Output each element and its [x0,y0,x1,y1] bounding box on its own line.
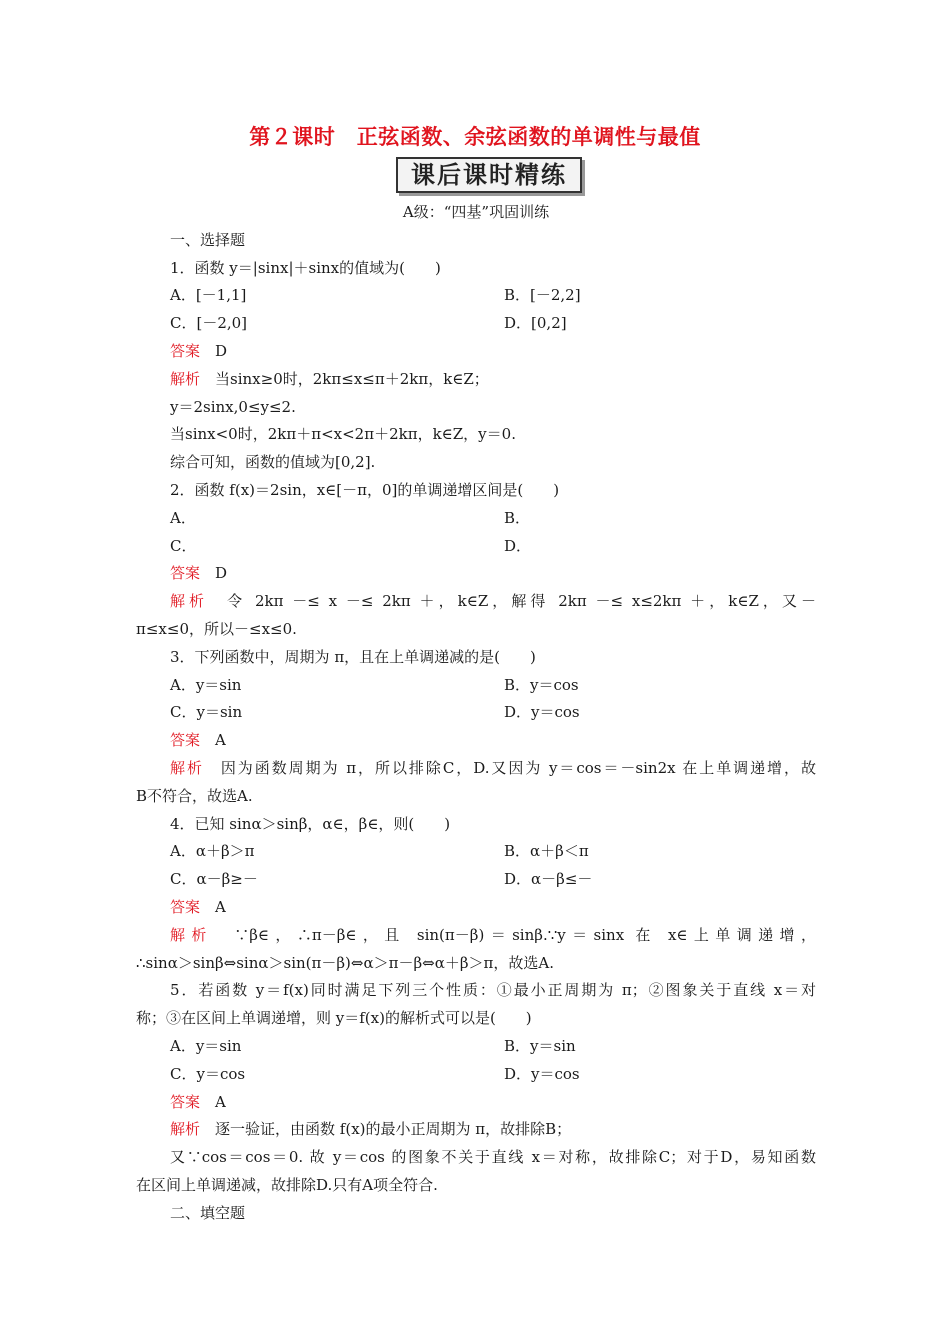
question-5-answer [136,1089,816,1117]
analysis-text: ∵β∈，∴π－β∈，且 sin(π－β)＝sinβ.∵y＝sinx 在 x∈上单调递增， [234,925,816,944]
option-a: A．y＝sin [170,675,242,694]
question-2-stem: 2．函数 f(x)＝2sin，x∈[－π，0]的单调递增区间是( ) [170,480,560,499]
answer-label: 答案 [170,1092,201,1111]
analysis-label: 解析 [170,758,204,777]
question-2-options-row-2 [136,533,816,561]
option-b: B．y＝sin [504,1036,576,1055]
answer-label: 答案 [170,731,201,750]
analysis-label: 解析 [170,369,201,388]
option-b: B．α＋β＜π [504,842,589,861]
question-5-analysis-line-2: 又∵cos＝cos＝0. 故 y＝cos 的图象不关于直线 x＝对称，故排除C；对于D，易知函数 [170,1148,816,1167]
answer-value: D [215,341,228,360]
section-banner: 课后课时精练 [396,157,582,193]
question-4-answer [136,894,816,922]
answer-label: 答案 [170,341,201,360]
answer-value: D [215,564,228,583]
question-2-analysis-line-1 [136,588,816,616]
answer-value: A [215,1092,226,1111]
option-d: D．α－β≤－ [504,870,593,889]
question-2-analysis-line-2: π≤x≤0，所以－≤x≤0. [136,619,297,638]
option-d: D．y＝cos [504,1064,580,1083]
analysis-text: 当sinx≥0时，2kπ≤x≤π＋2kπ，k∈Z； [215,369,489,388]
answer-value: A [215,897,226,916]
option-c: C．[－2,0] [170,314,248,333]
question-4-analysis-line-1 [136,922,816,950]
option-a: A．[－1,1] [170,286,247,305]
option-c: C． [170,536,197,555]
option-c: C．α－β≥－ [170,870,258,889]
question-2-options-row-1 [136,505,816,533]
option-b: B．y＝cos [504,675,579,694]
question-3-stem: 3．下列函数中，周期为 π，且在上单调递减的是( ) [170,647,536,666]
question-1-analysis-line-4: 综合可知，函数的值域为[0,2]. [170,453,376,472]
option-a: A．α＋β＞π [170,842,255,861]
section-heading-choice: 一、选择题 [170,230,246,249]
question-1-answer [136,338,816,366]
question-5-stem-line-2: 称；③在区间上单调递增，则 y＝f(x)的解析式可以是( ) [136,1009,532,1028]
section-heading-fill-in: 二、填空题 [170,1203,246,1222]
option-d: D． [504,536,532,555]
answer-value: A [215,731,226,750]
option-d: D．y＝cos [504,703,580,722]
question-5-stem-line-1: 5．若函数 y＝f(x)同时满足下列三个性质：①最小正周期为 π；②图象关于直线 x＝对 [170,981,816,1000]
analysis-text: 逐一验证，由函数 f(x)的最小正周期为 π，故排除B； [215,1120,572,1139]
answer-label: 答案 [170,564,201,583]
option-a: A． [170,508,196,527]
question-4-stem: 4．已知 sinα＞sinβ，α∈，β∈，则( ) [170,814,451,833]
question-2-answer [136,560,816,588]
question-1-analysis-line-2: y＝2sinx,0≤y≤2. [170,397,296,416]
question-1-options-row-1 [136,282,816,310]
document-body [136,199,816,1227]
question-5-options-row-2 [136,1061,816,1089]
analysis-text: 因为函数周期为 π，所以排除C，D.又因为 y＝cos＝－sin2x 在上单调递增，故 [220,758,816,777]
option-b: B． [504,508,531,527]
option-d: D．[0,2] [504,314,567,333]
question-1-analysis-line-1 [136,366,816,394]
question-4-options-row-2 [136,866,816,894]
analysis-text: 令 2kπ －≤ x －≤ 2kπ ＋，k∈Z，解得 2kπ －≤ x≤2kπ ＋，k∈Z，又－ [227,592,816,611]
question-3-options-row-2 [136,699,816,727]
question-1-stem: 1．函数 y＝|sinx|＋sinx的值域为( ) [170,258,441,277]
question-5-options-row-1 [136,1033,816,1061]
answer-label: 答案 [170,897,201,916]
analysis-label: 解析 [170,1120,201,1139]
question-5-analysis-line-1 [136,1116,816,1144]
option-a: A．y＝sin [170,1036,242,1055]
option-b: B．[－2,2] [504,286,581,305]
question-3-analysis-line-1 [136,755,816,783]
question-5-analysis-line-3: 在区间上单调递减，故排除D.只有A项全符合. [136,1175,438,1194]
option-c: C．y＝sin [170,703,243,722]
question-1-options-row-2 [136,310,816,338]
question-1-analysis-line-3: 当sinx<0时，2kπ＋π<x<2π＋2kπ，k∈Z，y＝0. [170,425,516,444]
question-4-analysis-line-2: ∴sinα＞sinβ⇔sinα＞sin(π－β)⇔α＞π－β⇔α＋β＞π，故选A. [136,953,554,972]
analysis-label: 解析 [170,925,213,944]
level-heading: A级：“四基”巩固训练 [402,203,550,221]
analysis-label: 解析 [170,592,209,611]
question-3-options-row-1 [136,672,816,700]
question-3-answer [136,727,816,755]
option-c: C．y＝cos [170,1064,246,1083]
lesson-title: 第２课时 正弦函数、余弦函数的单调性与最值 [249,125,701,149]
question-4-options-row-1 [136,838,816,866]
question-3-analysis-line-2: B不符合，故选A. [136,786,253,805]
